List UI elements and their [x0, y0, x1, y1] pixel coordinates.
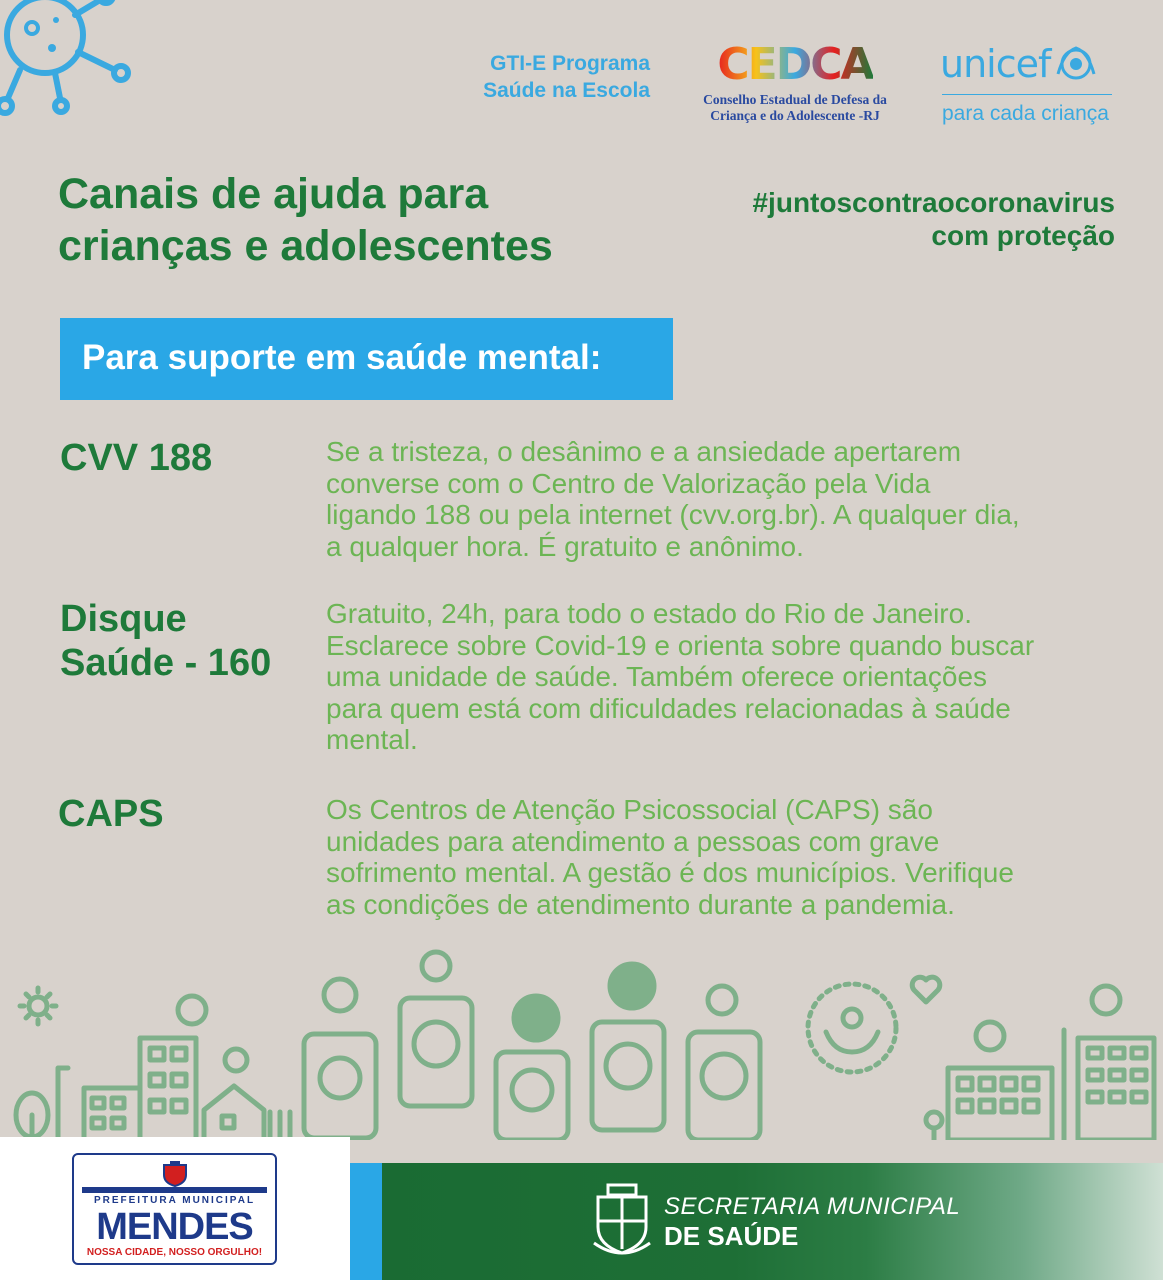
mendes-slogan: NOSSA CIDADE, NOSSO ORGULHO! [86, 1247, 263, 1258]
cedca-logo [690, 38, 900, 124]
disque-desc-line: uma unidade de saúde. Também oferece orientações [326, 661, 988, 692]
caps-desc-line: as condições de atendimento durante a pandemia. [326, 888, 955, 920]
unicef-logo [940, 42, 1120, 127]
gti-line1: GTI-E Programa [490, 52, 650, 75]
gti-line2: Saúde na Escola [483, 79, 650, 102]
disque-desc-line: para quem está com dificuldades relacionadas à saúde [326, 692, 1011, 724]
city-people-illustration [0, 940, 1163, 1140]
footer-blue-strip [350, 1163, 382, 1280]
channel-cvv-description [326, 436, 1126, 562]
cvv-desc-line: Se a tristeza, o desânimo e a ansiedade apertarem [326, 436, 962, 467]
page-title-line1: Canais de ajuda para [58, 170, 489, 218]
mendes-name: MENDES [96, 1206, 253, 1248]
disque-desc-line: Esclarece sobre Covid-19 e orienta sobre quando buscar [326, 629, 1035, 661]
channel-caps-label: CAPS [58, 793, 164, 835]
page-title-line2: crianças e adolescentes [58, 222, 553, 270]
cedca-line1: Conselho Estadual de Defesa da [703, 92, 887, 107]
cvv-desc-line: converse com o Centro de Valorização pela Vida [326, 467, 931, 499]
caps-desc-line: unidades para atendimento a pessoas com grave [326, 825, 940, 857]
section-banner-text: Para suporte em saúde mental: [82, 338, 602, 377]
secretaria-title [664, 1193, 960, 1251]
unicef-divider [942, 94, 1112, 95]
hashtag-line1: #juntoscontraocoronavirus [752, 187, 1115, 218]
disque-desc-line: mental. [326, 724, 418, 755]
campaign-hashtag [752, 186, 1115, 252]
cedca-wordmark [690, 38, 900, 92]
cedca-wordmark-text: CEDCA [717, 39, 873, 90]
disque-label-line1: Disque [60, 598, 187, 640]
footer-secretaria-panel [382, 1163, 1163, 1280]
channel-disque-saude-description [326, 598, 1126, 756]
caps-desc-line: sofrimento mental. A gestão é dos municípios. Verifique [326, 857, 1014, 888]
secretaria-crest-icon [592, 1183, 652, 1259]
secretaria-line2: DE SAÚDE [664, 1221, 799, 1251]
channel-cvv-label: CVV 188 [60, 437, 213, 479]
channel-disque-saude-label [60, 597, 271, 685]
caps-desc-line: Os Centros de Atenção Psicossocial (CAPS) são [326, 794, 933, 825]
cvv-desc-line: a qualquer hora. É gratuito e anônimo. [326, 530, 804, 562]
disque-label-line2: Saúde - 160 [60, 642, 272, 684]
unicef-wordmark: unicef [940, 42, 1051, 86]
city-crest-icon [160, 1161, 190, 1187]
unicef-emblem-icon [1054, 44, 1098, 84]
page-title [58, 168, 553, 272]
section-banner [60, 318, 673, 400]
hashtag-line2: com proteção [931, 220, 1115, 251]
unicef-wordmark-row [940, 42, 1120, 86]
disque-desc-line: Gratuito, 24h, para todo o estado do Rio de Janeiro. [326, 598, 972, 629]
cvv-desc-line: ligando 188 ou pela internet (cvv.org.br). A qualquer dia, [326, 499, 1020, 530]
channel-caps-description [326, 794, 1126, 920]
secretaria-line1: SECRETARIA MUNICIPAL [664, 1193, 961, 1220]
footer-mendes-panel [0, 1137, 350, 1280]
virus-icon [0, 0, 140, 130]
mendes-logo [72, 1153, 277, 1265]
unicef-tagline: para cada criança [942, 102, 1109, 125]
mendes-prefeitura-text: PREFEITURA MUNICIPAL [93, 1195, 256, 1206]
sun-icon [20, 988, 56, 1024]
cedca-line2: Criança e do Adolescente -RJ [710, 108, 880, 123]
mendes-stripe [82, 1187, 267, 1193]
gti-e-program-logo [440, 50, 650, 104]
